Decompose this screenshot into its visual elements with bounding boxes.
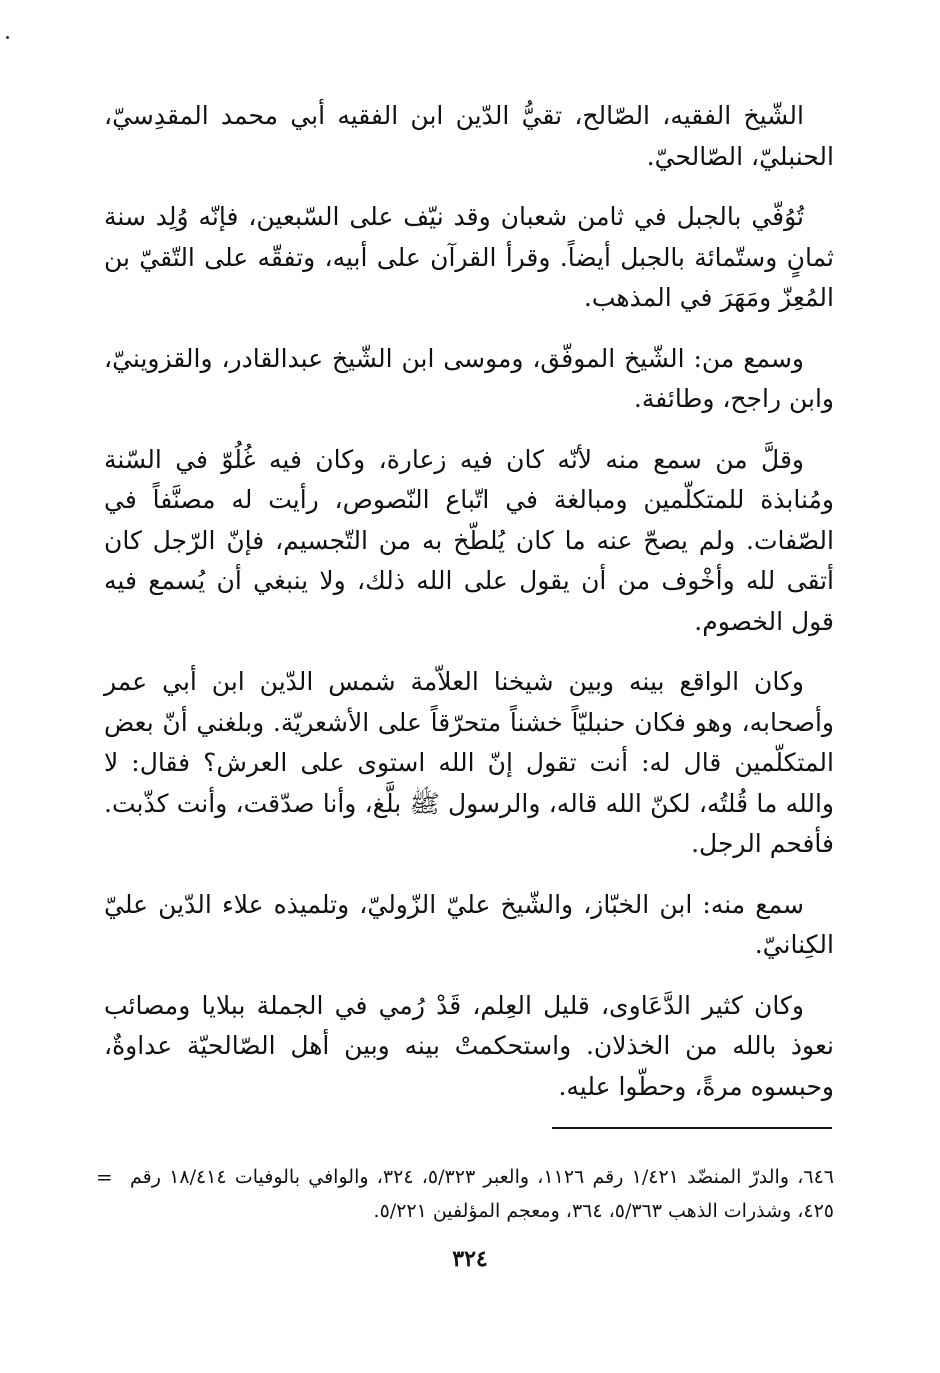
page-number: ٣٢٤ [452, 1246, 488, 1272]
paragraph-character: وقلَّ من سمع منه لأنّه كان فيه زعارة، وكان فيه غُلُوّ في السّنة ومُنابذة للمتكلّمين ومبالغة في اتّباع النّصوص، رأيت له مصنَّفاً في الصّفات. ولم يصحّ عنه ما كان يُلطّخ به من التّجسيم، فإنّ الرّجل كان أتقى لله وأخْوف من أن يقول على الله ذلك، ولا ينبغي أن يُسمع فيه قول الخصوم. [104, 444, 834, 636]
footnote-divider [552, 1127, 832, 1129]
paragraph-teachers: وسمع من: الشّيخ الموفّق، وموسى ابن الشّيخ عبدالقادر، والقزوينيّ، وابن راجح، وطائفة. [104, 343, 834, 413]
scan-speck [6, 36, 9, 39]
paragraph-conflict: وكان كثير الدَّعَاوى، قليل العِلم، قَدْ رُمي في الجملة ببلايا ومصائب نعوذ بالله من الخذلان. واستحكمتْ بينه وبين أهل الصّالحيّة عداوةٌ، وحبسوه مرةً، وحطّوا عليه. [104, 990, 834, 1101]
footnote-text: ٦٤٦، والدرّ المنضّد ١/٤٢١ رقم ١١٢٦، والعبر ٥/٣٢٣، ٣٢٤، والوافي بالوفيات ١٨/٤١٤ رقم ٤٢٥، وشذرات الذهب ٥/٣٦٣، ٣٦٤، ومعجم المؤلفين ٥/٢٢١. [130, 1166, 835, 1222]
main-text-block [104, 96, 834, 1127]
paragraph-debate: وكان الواقع بينه وبين شيخنا العلاّمة شمس الدّين ابن أبي عمر وأصحابه، وهو فكان حنبليّاً خشناً متحرّقاً على الأشعريّة. وبلغني أنّ بعض المتكلّمين قال له: أنت تقول إنّ الله استوى على العرش؟ فقال: لا والله ما قُلتُه، لكنّ الله قاله، والرسول ﷺ بلَّغ، وأنا صدّقت، وأنت كذّبت. فأفحم الرجل. [104, 667, 834, 858]
footnote-continuation-marker: = [96, 1165, 113, 1189]
paragraph-students: سمع منه: ابن الخبّاز، والشّيخ عليّ الزّوليّ، وتلميذه علاء الدّين عليّ الكِنانيّ. [104, 889, 834, 959]
paragraph-death-birth: تُوُفّي بالجبل في ثامن شعبان وقد نيّف على السّبعين، فإنّه وُلِد سنة ثمانٍ وستّمائة بالجبل أيضاً. وقرأ القرآن على أبيه، وتفقّه على التّقيّ بن المُعِزّ ومَهَرَ في المذهب. [104, 202, 834, 312]
paragraph-biography-title: الشّيخ الفقيه، الصّالح، تقيُّ الدّين ابن الفقيه أبي محمد المقدِسيّ، الحنبليّ، الصّالحيّ. [104, 101, 834, 171]
